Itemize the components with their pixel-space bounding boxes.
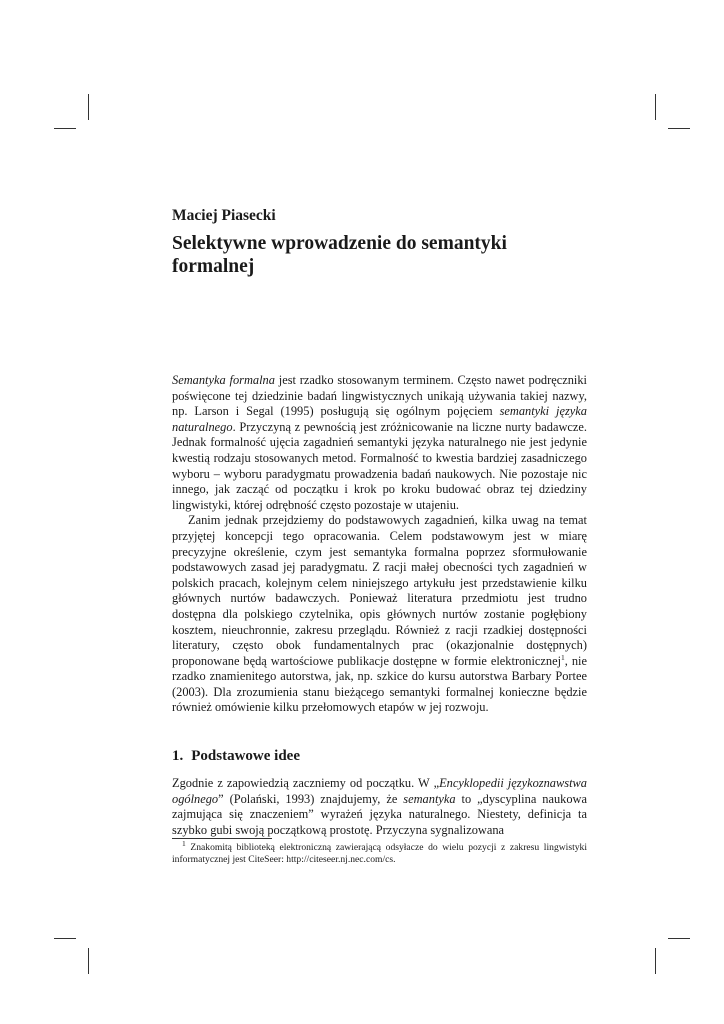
footnote-marker: 1: [182, 838, 186, 848]
author-name: Maciej Piasecki: [172, 207, 276, 224]
emphasis: Semantyka formalna: [172, 373, 275, 387]
crop-mark: [88, 948, 89, 974]
section-paragraph: [172, 776, 587, 838]
text-run: Zanim jednak przejdziemy do podstawowych zagadnień, kilka uwag na temat przyjętej koncepcji tego opracowania. Celem podstawowym jest w miarę precyzyjne określenie, czym jest semantyka formalna poprzez sformułowanie podstawowych zasad jej paradygmatu. Z racji małej obecności tych zagadnień w polskich pracach, kolejnym celem niniejszego artykułu jest przedstawienie kilku głównych nurtów badawczych. Ponieważ literatura przedmiotu jest trudno dostępna dla polskiego czytelnika, opis głównych nurtów zostanie pogłębiony kosztem, nieuchronnie, zakresu przeglądu. Również z racji rzadkiej dostępności literatury, często obok fundamentalnych prac (okazjonalnie dostępnych) proponowane będą wartościowe publikacje dostępne w formie elektronicznej: [172, 513, 587, 668]
article-title: Selektywne wprowadzenie do semantyki formalnej: [172, 233, 507, 277]
crop-mark: [655, 948, 656, 974]
footnote: [172, 838, 587, 866]
emphasis: semantyka: [403, 791, 456, 806]
text-run: . Przyczyną z pewnością jest zróżnicowanie na liczne nurty badawcze. Jednak formalność ujęcia zagadnień semantyki języka naturalnego nie jest jedynie kwestią rodzaju stosowanych metod. Formalność to kwestia bardziej zasadniczego wyboru – wyboru paradygmatu prowadzenia badań naukowych. Nie pozostaje nic innego, jak zacząć od początku i krok po kroku budować obraz tej dziedziny lingwistyki, której odrębność często pozostaje w utajeniu.: [172, 419, 587, 512]
text-run: to „dyscyplina naukowa zajmująca się znaczeniem” wyrażeń języka naturalnego. Niestety, definicja ta szybko gubi swoją początkową prostotę. Przyczyna sygnalizowana: [172, 791, 587, 837]
footnote-text: Znakomitą biblioteką elektroniczną zawierającą odsyłacze do wielu pozycji z zakresu lingwistyki informatycznej jest CiteSeer: http://citeseer.nj.nec.com/cs.: [172, 842, 587, 865]
crop-mark: [54, 938, 76, 939]
section-heading: [172, 748, 300, 765]
intro-paragraph: [172, 513, 587, 716]
section-title: Podstawowe idee: [191, 748, 300, 764]
crop-mark: [668, 938, 690, 939]
intro-paragraph: [172, 373, 587, 513]
text-run: jest rzadko stosowanym terminem. Często nawet podręczniki poświęcone tej dziedzinie badań lingwistycznych unikają używania takiej nazwy, np. Larson i Segal (1995) posługują się ogólnym pojęciem: [172, 373, 587, 419]
text-run: Zgodnie z zapowiedzią zaczniemy od początku. W „: [172, 776, 440, 790]
text-run: ” (Polański, 1993) znajdujemy, że: [218, 791, 404, 806]
emphasis: Encyklopedii językoznawstwa ogólnego: [172, 776, 587, 806]
intro-body: [172, 373, 587, 716]
crop-mark: [54, 128, 76, 129]
footnote-ref: 1: [561, 652, 565, 662]
section-body: [172, 776, 587, 838]
footnote-rule: [172, 838, 272, 839]
crop-mark: [655, 94, 656, 120]
crop-mark: [668, 128, 690, 129]
emphasis: semantyki języka naturalnego: [172, 404, 587, 434]
section-number: 1.: [172, 748, 184, 764]
crop-mark: [88, 94, 89, 120]
text-run: , nie rzadko znamienitego autorstwa, jak, np. szkice do kursu autorstwa Barbary Portee (2003). Dla zrozumienia stanu bieżącego semantyki formalnej konieczne będzie również omówienie kilku przełomowych etapów w jej rozwoju.: [172, 653, 588, 715]
